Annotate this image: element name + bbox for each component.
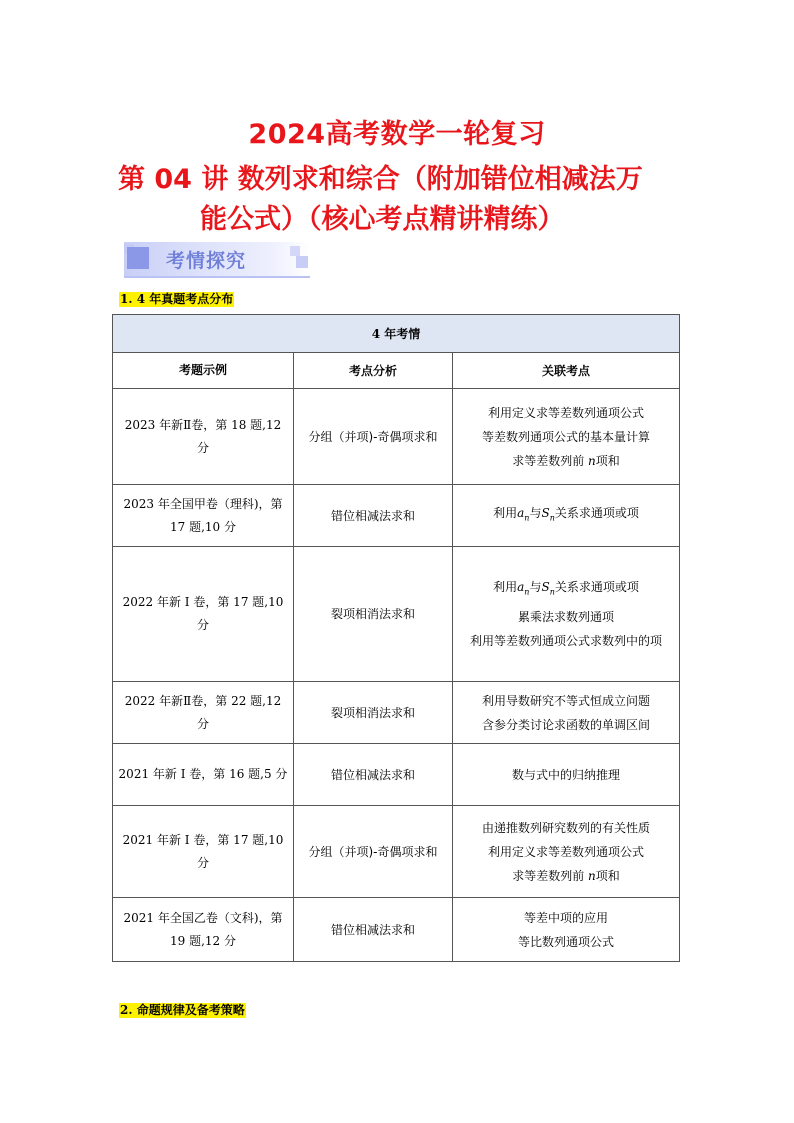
related-item: 求等差数列前 n项和 <box>512 453 620 468</box>
topic-cell: 错位相减法求和 <box>294 485 453 547</box>
related-item: 利用定义求等差数列通项公式 <box>487 844 644 859</box>
related-item: 利用定义求等差数列通项公式 <box>487 405 644 420</box>
related-item: 利用$a_n$与$S_n$关系求通项或项 <box>493 580 639 597</box>
table-caption-row <box>113 315 680 353</box>
document-subtitle <box>118 160 688 240</box>
table-caption: 4 年考情 <box>113 315 680 353</box>
table-row <box>113 485 680 547</box>
related-cell <box>453 806 680 898</box>
topic-cell: 分组（并项)-奇偶项求和 <box>294 806 453 898</box>
topic-cell: 分组（并项)-奇偶项求和 <box>294 389 453 485</box>
table-row <box>113 744 680 806</box>
related-item: 数与式中的归纳推理 <box>511 767 620 782</box>
exam-cell: 2023 年全国甲卷（理科)，第 17 题,10 分 <box>113 485 294 547</box>
table-row <box>113 898 680 962</box>
related-cell <box>453 898 680 962</box>
table-row <box>113 682 680 744</box>
related-cell <box>453 485 680 547</box>
banner-decoration <box>296 256 308 268</box>
section-heading-1: 1. 4 年真题考点分布 <box>120 292 234 306</box>
column-header: 考题示例 <box>113 353 294 389</box>
exam-cell: 2021 年新 I 卷，第 16 题,5 分 <box>113 744 294 806</box>
related-item: 等差中项的应用 <box>523 910 608 925</box>
related-cell <box>453 389 680 485</box>
topic-cell: 错位相减法求和 <box>294 898 453 962</box>
section-heading-2: 2. 命题规律及备考策略 <box>120 1003 245 1017</box>
banner-label: 考情探究 <box>166 250 247 272</box>
related-item: 含参分类讨论求函数的单调区间 <box>481 717 650 732</box>
column-header: 考点分析 <box>294 353 453 389</box>
banner-decoration <box>290 246 300 256</box>
exam-cell: 2021 年新 I 卷，第 17 题,10 分 <box>113 806 294 898</box>
table-header-row <box>113 353 680 389</box>
related-cell <box>453 547 680 682</box>
related-item: 利用等差数列通项公式求数列中的项 <box>469 633 662 648</box>
exam-cell: 2023 年新Ⅱ卷，第 18 题,12 分 <box>113 389 294 485</box>
related-cell <box>453 682 680 744</box>
subtitle-line-2: 能公式）（核心考点精讲精练） <box>200 204 565 235</box>
related-item: 由递推数列研究数列的有关性质 <box>481 820 650 835</box>
table-row <box>113 389 680 485</box>
related-item: 利用$a_n$与$S_n$关系求通项或项 <box>493 505 639 523</box>
banner-decoration <box>127 247 149 269</box>
related-item: 等差数列通项公式的基本量计算 <box>481 429 650 444</box>
column-header: 关联考点 <box>453 353 680 389</box>
exam-cell: 2021 年全国乙卷（文科)，第 19 题,12 分 <box>113 898 294 962</box>
table-row <box>113 547 680 682</box>
document-title: 2024高考数学一轮复习 <box>248 119 546 150</box>
section-banner <box>124 242 310 278</box>
related-item: 求等差数列前 n项和 <box>512 868 620 883</box>
related-item: 累乘法求数列通项 <box>517 609 614 624</box>
table-row <box>113 806 680 898</box>
exam-cell: 2022 年新Ⅱ卷，第 22 题,12 分 <box>113 682 294 744</box>
related-cell <box>453 744 680 806</box>
exam-distribution-table <box>112 314 680 962</box>
topic-cell: 裂项相消法求和 <box>294 682 453 744</box>
topic-cell: 裂项相消法求和 <box>294 547 453 682</box>
exam-cell: 2022 年新 I 卷，第 17 题,10 分 <box>113 547 294 682</box>
related-item: 利用导数研究不等式恒成立问题 <box>481 693 650 708</box>
related-item: 等比数列通项公式 <box>517 934 614 949</box>
topic-cell: 错位相减法求和 <box>294 744 453 806</box>
subtitle-line-1: 第 04 讲 数列求和综合（附加错位相减法万 <box>118 164 643 195</box>
